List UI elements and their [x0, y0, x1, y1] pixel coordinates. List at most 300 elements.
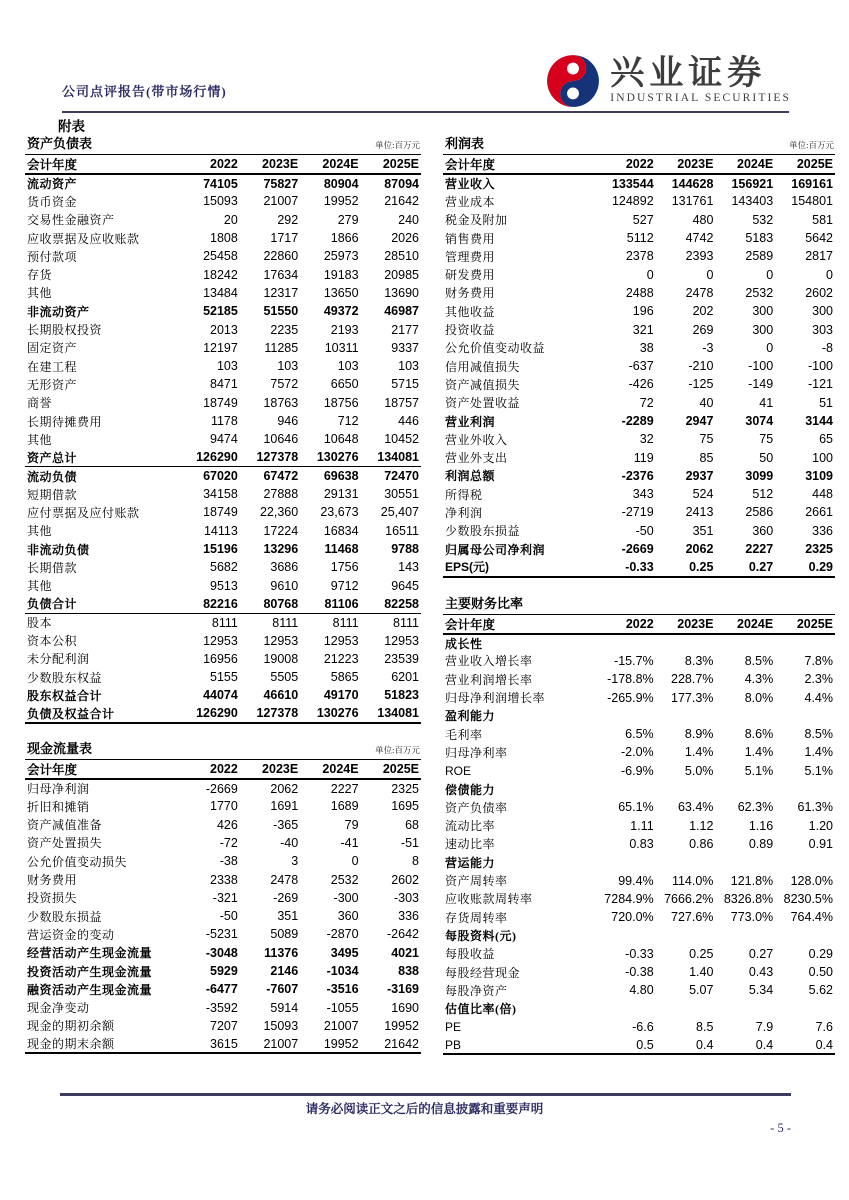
cell-value: -125: [688, 377, 714, 392]
cell-value: 720.0%: [611, 910, 654, 925]
page-number: - 5 -: [770, 1121, 791, 1135]
cell-value: 7207: [210, 1018, 238, 1033]
cell-value: 5929: [210, 964, 238, 979]
brand-name-cn: 兴业证券: [610, 55, 767, 93]
row-label: 现金净变动: [27, 1001, 90, 1016]
table-row: [25, 852, 421, 870]
cell-value: 34158: [203, 487, 238, 502]
cell-value: -426: [628, 377, 654, 392]
row-label: 估值比率(倍): [445, 1002, 517, 1017]
cell-value: 27888: [263, 487, 299, 502]
cell-value: 15093: [203, 194, 238, 209]
cell-value: 51550: [263, 304, 299, 319]
cell-value: 100: [812, 450, 833, 465]
cell-value: 0.29: [808, 946, 833, 961]
cell-value: -7607: [266, 982, 299, 997]
cell-value: 12953: [263, 633, 299, 648]
cell-value: 40: [699, 395, 714, 410]
cell-value: 2227: [330, 781, 359, 796]
cell-value: 0: [766, 340, 774, 355]
cell-value: 8111: [332, 615, 359, 630]
cell-value: 177.3%: [671, 690, 714, 705]
cell-value: -269: [273, 890, 299, 905]
table-row: [25, 962, 421, 980]
year-column-header: 2023E: [656, 155, 716, 175]
cell-value: 16834: [323, 523, 359, 538]
cell-value: 321: [632, 322, 654, 337]
cell-value: 32: [639, 432, 654, 447]
cell-value: 128.0%: [790, 873, 833, 888]
row-label: 负债及权益合计: [25, 705, 179, 723]
cell-value: 49372: [323, 304, 359, 319]
row-label: ROE: [445, 763, 472, 778]
row-label: 长期待摊费用: [27, 414, 103, 429]
ratios-title: 主要财务比率: [445, 595, 524, 611]
cash-flow-table: [25, 759, 421, 1054]
cell-value: 2146: [270, 964, 299, 979]
row-label: 归母净利率: [445, 745, 508, 760]
cell-value: 480: [692, 212, 714, 227]
cell-value: 22860: [263, 249, 299, 264]
table-row: [443, 725, 835, 743]
cell-value: 82216: [179, 595, 239, 613]
cell-value: 0.43: [748, 965, 774, 980]
row-label: 无形资产: [27, 377, 78, 392]
cell-value: 23539: [384, 651, 419, 666]
cell-value: -365: [273, 817, 299, 832]
cell-value: -1055: [326, 1000, 359, 1015]
cell-value: 16956: [203, 651, 238, 666]
fiscal-year-header: 会计年度: [443, 614, 596, 634]
cell-value: 8111: [272, 615, 299, 630]
row-label: 资产周转率: [445, 874, 508, 889]
cell-value: -210: [688, 359, 714, 374]
cell-value: -2376: [621, 468, 654, 483]
cell-value: 581: [812, 212, 833, 227]
brand-logo: [546, 54, 791, 108]
row-label: 每股净资产: [445, 983, 508, 998]
cell-value: 10452: [384, 432, 419, 447]
cell-value: 5.34: [748, 983, 774, 998]
row-label: 投资损失: [27, 891, 78, 906]
ratios-table: [443, 614, 835, 1056]
cell-value: 532: [752, 212, 774, 227]
section-header-row: [443, 853, 835, 871]
table-row: [443, 743, 835, 761]
cell-value: 80904: [323, 176, 359, 191]
cell-value: 1756: [330, 560, 359, 575]
cell-value: 119: [633, 450, 654, 465]
cell-value: 6201: [391, 670, 419, 685]
cell-value: 72: [639, 395, 654, 410]
cell-value: -100: [807, 359, 833, 374]
cell-value: 41: [759, 395, 774, 410]
cell-value: 336: [812, 523, 833, 538]
cell-value: 9712: [330, 578, 359, 593]
year-column-header: 2022: [596, 614, 656, 634]
cell-value: 62.3%: [737, 800, 774, 815]
cell-value: 300: [752, 304, 774, 319]
cell-value: -2669: [621, 542, 654, 557]
cell-value: 1695: [391, 799, 419, 814]
cell-value: -40: [280, 835, 299, 850]
table-row: [25, 650, 421, 668]
row-label: 营业外支出: [445, 451, 508, 466]
cell-value: 3144: [805, 414, 833, 428]
table-row: [443, 688, 835, 706]
cell-value: 2338: [210, 872, 238, 887]
cell-value: 4.80: [629, 983, 654, 998]
row-label: PB: [443, 1036, 596, 1054]
left-column: [25, 133, 421, 1055]
cell-value: 8.5%: [804, 727, 833, 742]
cell-value: 18749: [203, 395, 238, 410]
cell-value: 9610: [270, 578, 299, 593]
cell-value: 1.4%: [684, 745, 714, 760]
cell-value: 269: [692, 322, 714, 337]
table-row: [25, 247, 421, 265]
cell-value: -3592: [205, 1000, 238, 1015]
table-row: [443, 798, 835, 816]
row-label: 股东权益合计: [27, 688, 103, 703]
header-divider: [62, 111, 789, 113]
row-label: 现金的期末余额: [25, 1035, 179, 1053]
cell-value: 16511: [385, 523, 419, 538]
cell-value: 19952: [323, 194, 359, 209]
table-row: [25, 412, 421, 430]
balance-sheet-section: [25, 133, 421, 724]
cell-value: 4.3%: [744, 672, 774, 687]
row-label: 每股收益: [445, 947, 496, 962]
row-label: 现金的期初余额: [27, 1019, 115, 1034]
cell-value: 2378: [625, 249, 654, 264]
cell-value: 29131: [323, 487, 359, 502]
row-label: 其他: [27, 579, 53, 594]
cell-value: 0.4: [715, 1036, 775, 1054]
table-row: [25, 705, 421, 723]
cell-value: 2235: [270, 322, 299, 337]
cell-value: 1.12: [689, 818, 714, 833]
cell-value: 154801: [791, 194, 833, 209]
cell-value: 15093: [263, 1018, 299, 1033]
cell-value: 446: [398, 414, 419, 428]
table-row: [443, 339, 835, 357]
row-label: 预付款项: [27, 249, 78, 264]
row-label: 营业利润: [445, 414, 496, 429]
cell-value: -2.0%: [621, 745, 654, 760]
table-row: [443, 981, 835, 999]
cell-value: 2.3%: [804, 672, 833, 687]
cell-value: 75: [699, 432, 714, 447]
cell-value: 13484: [203, 285, 238, 300]
cell-value: 81106: [300, 595, 360, 613]
row-label: 销售费用: [445, 231, 496, 246]
cell-value: 2532: [330, 872, 359, 887]
table-row: [443, 174, 835, 192]
cell-value: 3686: [270, 560, 299, 575]
year-column-header: 2022: [179, 155, 239, 175]
row-label: 公允价值变动收益: [445, 341, 546, 356]
section-header-row: [443, 926, 835, 944]
cell-value: 38: [639, 340, 654, 355]
cell-value: -51: [400, 835, 419, 850]
cell-value: 8: [412, 854, 419, 869]
table-row: [443, 247, 835, 265]
cell-value: 19183: [323, 267, 359, 282]
cell-value: 5682: [210, 560, 238, 575]
cell-value: 3: [291, 854, 299, 869]
table-header-row: [25, 759, 421, 779]
row-label: 速动比率: [445, 837, 496, 852]
cell-value: 8326.8%: [723, 891, 774, 906]
table-row: [443, 375, 835, 393]
cell-value: 524: [692, 487, 714, 502]
cell-value: 13650: [323, 285, 359, 300]
cell-value: 0.25: [656, 558, 716, 576]
cell-value: 7.9: [755, 1019, 774, 1034]
cell-value: 336: [398, 909, 419, 924]
cell-value: 9337: [391, 340, 419, 355]
table-row: [25, 668, 421, 686]
cell-value: 1178: [210, 414, 238, 428]
cell-value: 15196: [203, 542, 238, 557]
cell-value: 300: [812, 304, 833, 319]
row-label: 资产处置损失: [27, 836, 103, 851]
cell-value: 3074: [745, 414, 774, 428]
cell-value: 126290: [179, 448, 239, 466]
row-label: 短期借款: [27, 487, 78, 502]
cell-value: 360: [752, 523, 774, 538]
row-label: 营业利润增长率: [445, 672, 533, 687]
cell-value: -0.38: [625, 965, 654, 980]
cell-value: 52185: [203, 304, 238, 319]
cell-value: 65.1%: [618, 800, 654, 815]
table-row: [25, 816, 421, 834]
cell-value: 75827: [263, 176, 299, 191]
cell-value: 838: [398, 964, 419, 979]
cell-value: 19952: [300, 1035, 360, 1053]
cell-value: 134081: [361, 705, 421, 723]
cell-value: 9513: [210, 578, 238, 593]
row-label: 投资收益: [445, 323, 496, 338]
table-row: [443, 1018, 835, 1036]
row-label: 归母净利润: [27, 782, 90, 797]
table-row: [25, 394, 421, 412]
cell-value: 0.29: [775, 558, 835, 576]
table-row: [443, 503, 835, 521]
cell-value: 127378: [240, 705, 300, 723]
cell-value: 2937: [685, 468, 714, 483]
cell-value: 127378: [240, 448, 300, 466]
row-label: 资产减值准备: [27, 818, 103, 833]
cell-value: -15.7%: [614, 653, 654, 668]
cell-value: 448: [812, 487, 833, 502]
row-label: 毛利率: [445, 727, 483, 742]
table-row: [25, 980, 421, 998]
cell-value: 8.5%: [744, 653, 774, 668]
table-row: [25, 1035, 421, 1053]
cell-value: 9474: [210, 432, 238, 447]
row-label: 非流动资产: [27, 304, 90, 319]
cell-value: 8230.5%: [783, 891, 833, 906]
cell-value: -121: [807, 377, 833, 392]
cell-value: 1.4%: [744, 745, 774, 760]
table-header-row: [443, 614, 835, 634]
cell-value: -303: [393, 890, 419, 905]
table-row: [25, 797, 421, 815]
cell-value: 1866: [330, 231, 359, 246]
cell-value: 13690: [384, 285, 419, 300]
cash-flow-section: [25, 738, 421, 1054]
cell-value: 3615: [179, 1035, 239, 1053]
cell-value: 292: [277, 212, 299, 227]
cell-value: 279: [337, 212, 359, 227]
cell-value: 18756: [323, 395, 359, 410]
cell-value: 13296: [263, 542, 299, 557]
cell-value: 69638: [323, 469, 359, 484]
cell-value: 2478: [270, 872, 299, 887]
table-row: [25, 229, 421, 247]
table-row: [443, 229, 835, 247]
fiscal-year-header: 会计年度: [25, 155, 179, 175]
cell-value: 1770: [210, 799, 238, 814]
cell-value: 103: [216, 359, 238, 374]
row-label: 营业成本: [445, 194, 496, 209]
cell-value: 11285: [264, 340, 299, 355]
cell-value: 5914: [270, 1000, 299, 1015]
cell-value: -300: [333, 890, 359, 905]
row-label: 净利润: [445, 505, 483, 520]
table-row: [443, 835, 835, 853]
cell-value: 10311: [324, 340, 359, 355]
table-row: [443, 890, 835, 908]
income-statement-section: [443, 133, 835, 578]
year-column-header: 2024E: [300, 155, 360, 175]
row-label: 财务费用: [445, 286, 496, 301]
table-row: [25, 302, 421, 320]
cell-value: 3099: [745, 468, 774, 483]
cell-value: 14113: [203, 523, 238, 538]
cell-value: 99.4%: [618, 873, 654, 888]
table-row: [443, 485, 835, 503]
row-label: 经营活动产生现金流量: [27, 946, 153, 961]
cell-value: 5.1%: [804, 763, 833, 778]
table-row: [25, 834, 421, 852]
table-row: [25, 889, 421, 907]
ratios-section: [443, 593, 835, 1056]
cell-value: 25458: [203, 249, 238, 264]
cell-value: 0.25: [689, 946, 714, 961]
cell-value: 2478: [685, 285, 714, 300]
cell-value: 169161: [791, 176, 833, 191]
cell-value: 0.89: [748, 836, 774, 851]
cell-value: 0.4: [656, 1036, 716, 1054]
cell-value: 30551: [384, 487, 419, 502]
row-label: 折旧和摊销: [27, 799, 90, 814]
cell-value: 2325: [391, 781, 419, 796]
row-label: 归属母公司净利润: [445, 542, 546, 557]
row-label: 营业收入: [445, 177, 496, 192]
content-area: [25, 133, 835, 1055]
year-column-header: 2025E: [775, 614, 835, 634]
row-label: 信用减值损失: [445, 359, 521, 374]
table-row: [443, 540, 835, 558]
cell-value: 228.7%: [671, 672, 714, 687]
cell-value: 17224: [263, 523, 299, 538]
section-header-row: [443, 707, 835, 725]
row-label: 资产总计: [25, 448, 179, 466]
cell-value: 0.27: [715, 558, 775, 576]
cell-value: 61.3%: [797, 800, 833, 815]
cell-value: 5183: [745, 231, 774, 246]
cell-value: 5.1%: [744, 763, 774, 778]
income-statement-caption: [443, 133, 835, 154]
cell-value: 124892: [611, 194, 654, 209]
cell-value: 2227: [745, 542, 774, 557]
table-row: [443, 302, 835, 320]
row-label: 货币资金: [27, 194, 78, 209]
cell-value: 2393: [685, 249, 714, 264]
year-column-header: 2023E: [656, 614, 716, 634]
cell-value: 3495: [330, 945, 359, 960]
table-row: [443, 871, 835, 889]
row-label: 税金及附加: [445, 213, 508, 228]
row-label: 利润总额: [445, 469, 496, 484]
row-label: 资本公积: [27, 634, 78, 649]
row-label: 长期股权投资: [27, 323, 103, 338]
row-label: 每股经营现金: [445, 965, 521, 980]
cell-value: 121.8%: [730, 873, 774, 888]
table-row: [443, 265, 835, 283]
row-label: 营运能力: [445, 855, 496, 870]
cell-value: 2661: [805, 505, 833, 520]
table-row: [25, 284, 421, 302]
row-label: 流动负债: [27, 469, 78, 484]
cell-value: 2062: [685, 542, 714, 557]
cell-value: 12317: [263, 285, 299, 300]
cell-value: 21642: [384, 194, 419, 209]
row-label: 负债合计: [25, 595, 179, 613]
table-row: [443, 1036, 835, 1054]
year-column-header: 2024E: [715, 155, 775, 175]
table-row: [25, 430, 421, 448]
cell-value: 114.0%: [671, 873, 714, 888]
year-column-header: 2023E: [240, 759, 300, 779]
cell-value: 2586: [745, 505, 774, 520]
table-row: [443, 448, 835, 466]
table-row: [443, 412, 835, 430]
cell-value: 18763: [263, 395, 299, 410]
cell-value: 28510: [384, 249, 419, 264]
table-row: [25, 339, 421, 357]
cell-value: 7.8%: [804, 653, 833, 668]
table-row: [443, 192, 835, 210]
footer-divider: [60, 1093, 791, 1096]
row-label: 财务费用: [27, 873, 78, 888]
cell-value: -3: [702, 340, 714, 355]
cell-value: 23,673: [320, 505, 359, 520]
table-row: [443, 357, 835, 375]
table-row: [443, 320, 835, 338]
cell-value: 0.86: [689, 836, 714, 851]
cell-value: 75: [759, 432, 774, 447]
cell-value: 5865: [330, 670, 359, 685]
cell-value: 343: [632, 487, 654, 502]
cell-value: -265.9%: [607, 690, 654, 705]
cell-value: 0: [766, 267, 774, 282]
table-row: [443, 817, 835, 835]
table-row: [443, 652, 835, 670]
